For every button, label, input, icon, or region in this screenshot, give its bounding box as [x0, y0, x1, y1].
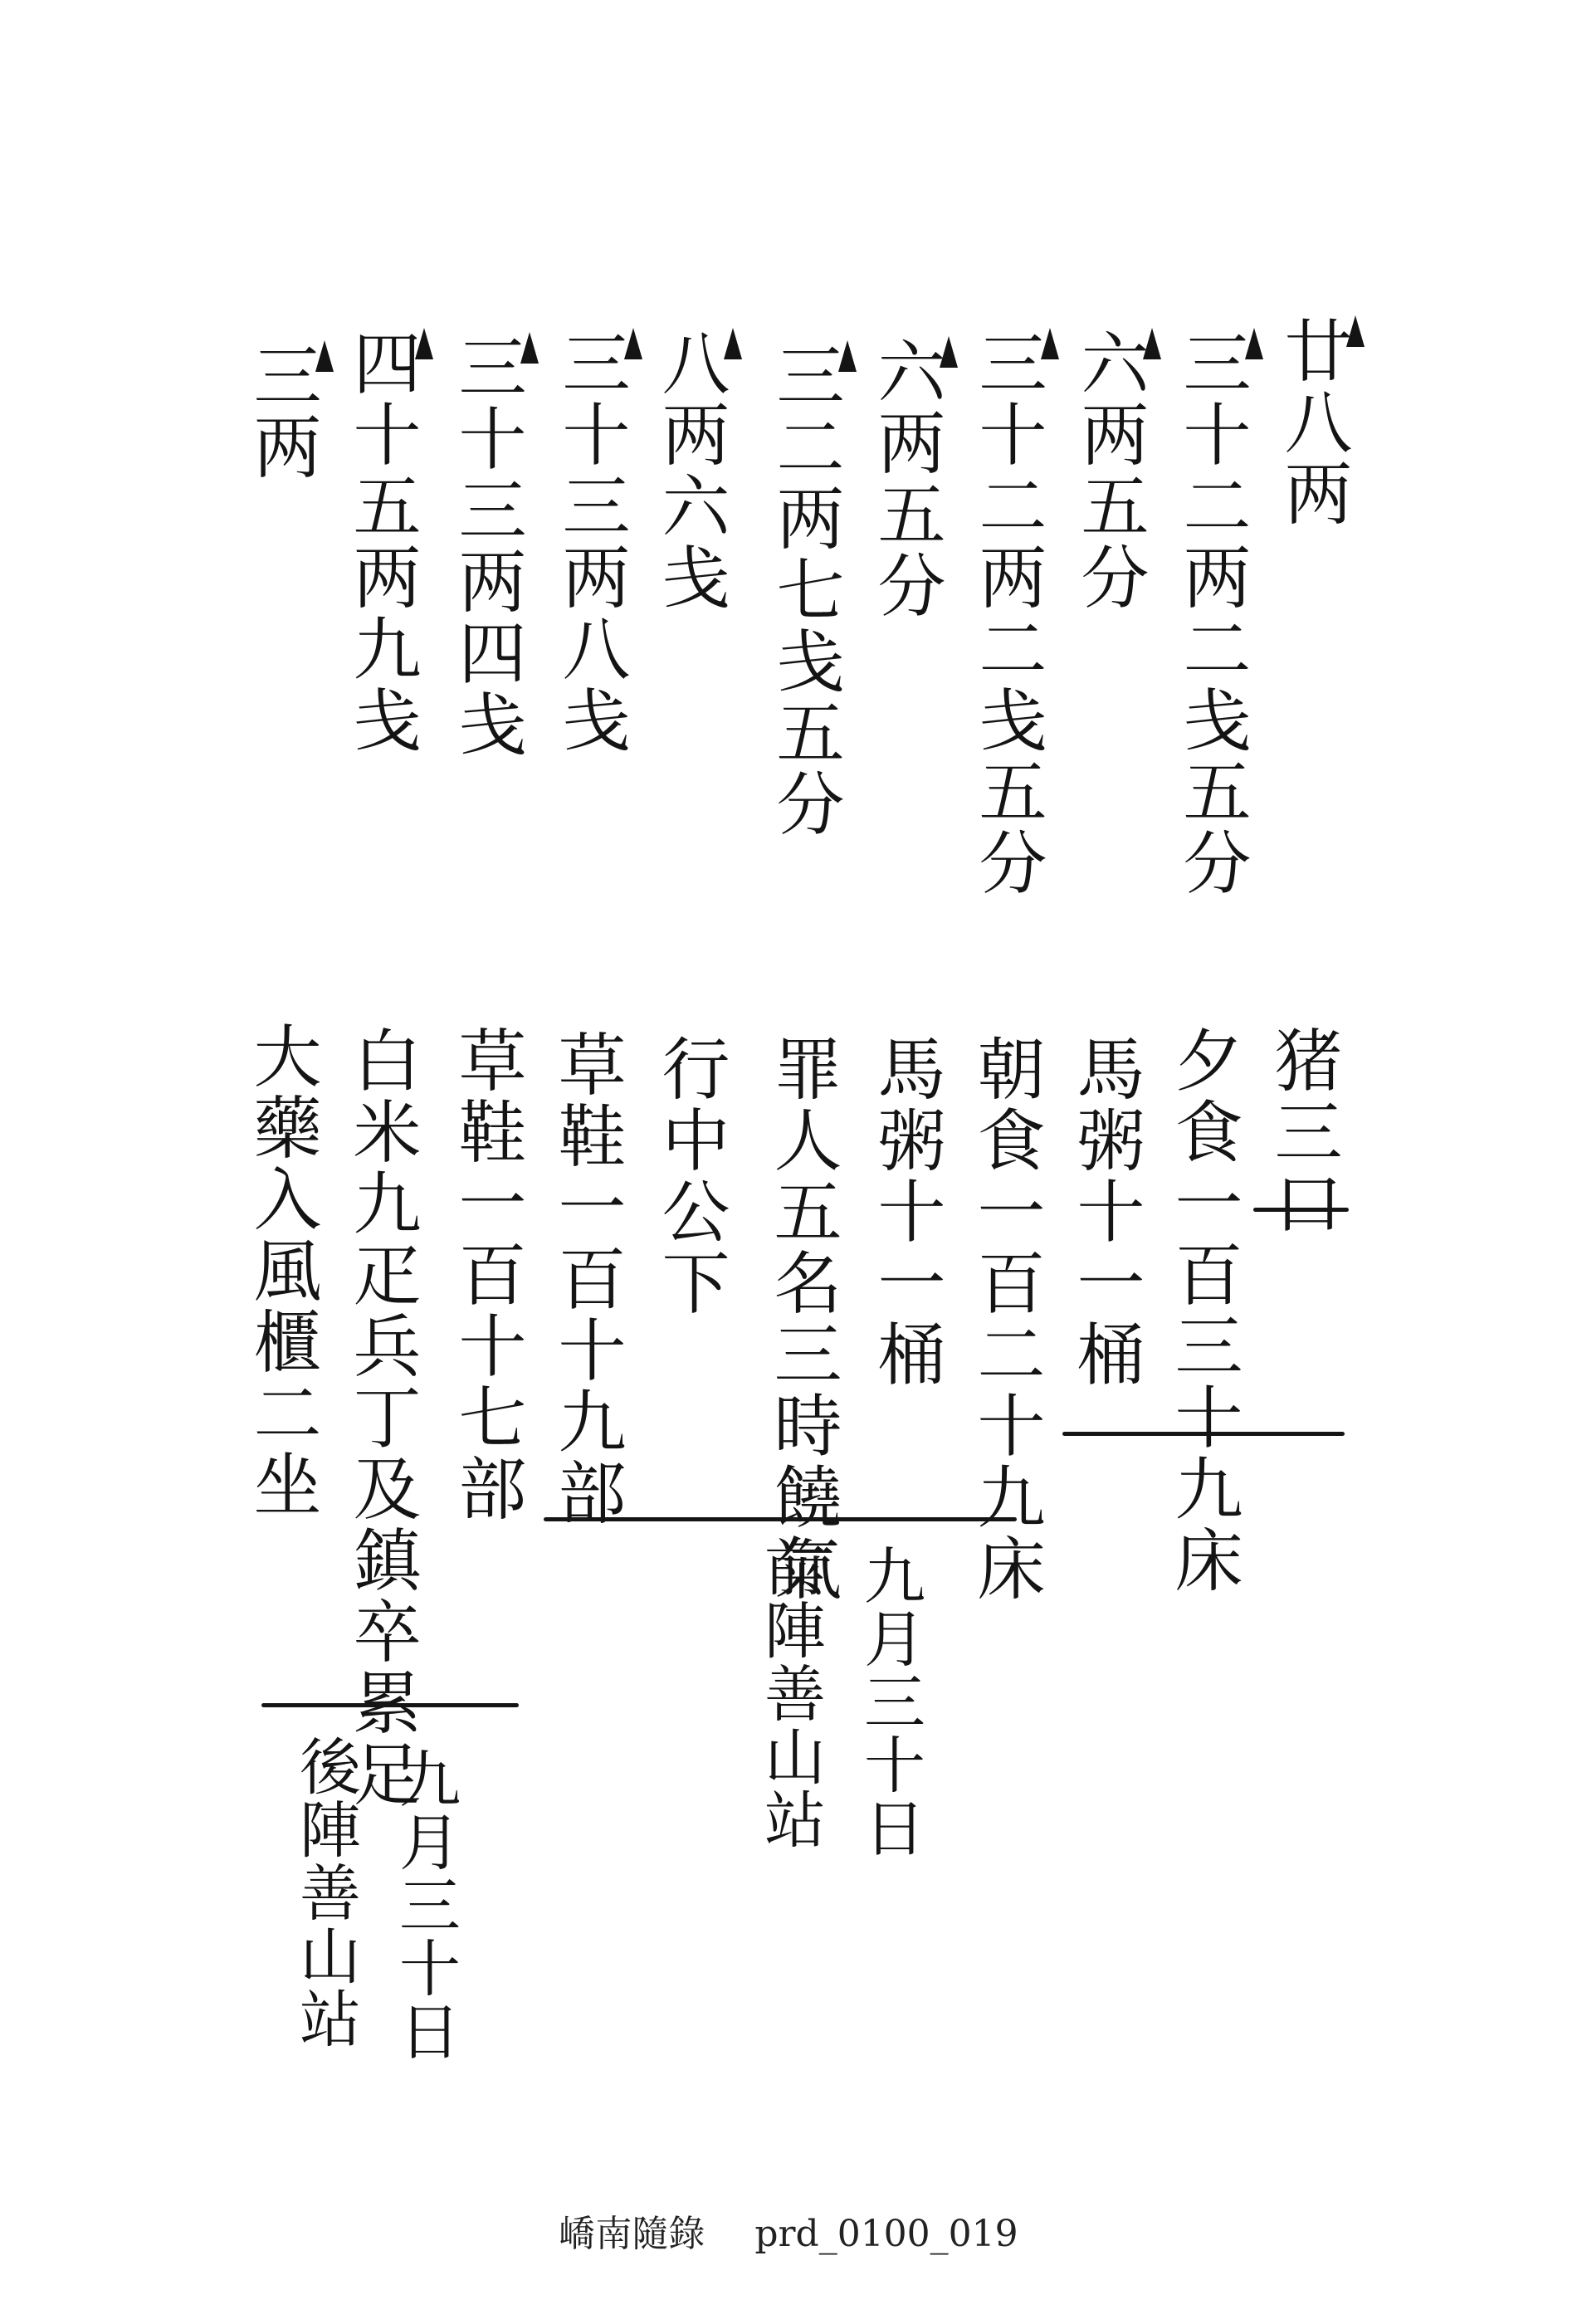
front-camp-label: 前陣善山站	[754, 1536, 826, 1851]
straw-sandal-entry-1: 草鞋一百十九部	[547, 1029, 626, 1529]
amount-column-7: 八两六戋	[656, 328, 742, 613]
footer-title: 嶠南隨錄	[559, 2213, 706, 2255]
prisoner-entry: 罪人五名三時饒氣	[763, 1033, 842, 1604]
footer-code: prd_0100_019	[754, 2213, 1018, 2255]
rear-camp-rule	[261, 1703, 519, 1707]
rice-entry: 白米九疋兵丁及鎮卒累足	[342, 1025, 421, 1810]
horse-gruel-entry-2: 馬粥十一桶	[867, 1033, 945, 1390]
amount-column-3: 六两五分	[1075, 328, 1161, 613]
amount-column-2: 三十二两二戋五分	[1177, 328, 1263, 899]
page-footer	[0, 2204, 1577, 2257]
amount-column-8: 三十三两八戋	[556, 328, 642, 756]
rear-camp-label: 後陣善山站	[290, 1735, 361, 2050]
front-camp-rule	[544, 1517, 1017, 1521]
amount-column-5: 六两五分	[872, 336, 958, 622]
horse-gruel-entry-1: 馬粥十一桶	[1066, 1033, 1145, 1390]
rear-camp-date: 九月三十日	[389, 1747, 461, 2063]
straw-sandal-entry-2: 草鞋一百十七部	[447, 1025, 526, 1525]
pig-entry: 猪三口	[1263, 1025, 1342, 1239]
amount-column-6: 三二两七戋五分	[770, 340, 857, 840]
dinner-entry: 夕食一百三十九床	[1164, 1025, 1243, 1596]
amount-column-1: 廿八两	[1278, 315, 1365, 530]
front-camp-date: 九月三十日	[854, 1544, 925, 1859]
travel-entry: 行中公下	[651, 1033, 730, 1319]
medicine-entry: 大藥入風櫃二坐	[242, 1021, 321, 1521]
amount-column-10: 四十五两九戋	[347, 328, 433, 756]
pig-rule	[1253, 1208, 1349, 1212]
upper-section-rule	[1062, 1432, 1345, 1436]
amount-column-4: 三十二两二戋五分	[973, 328, 1059, 899]
amount-column-11: 三两	[247, 340, 334, 483]
amount-column-9: 三十三两四戋	[452, 332, 539, 760]
breakfast-entry: 朝食一百二十九床	[966, 1033, 1045, 1604]
